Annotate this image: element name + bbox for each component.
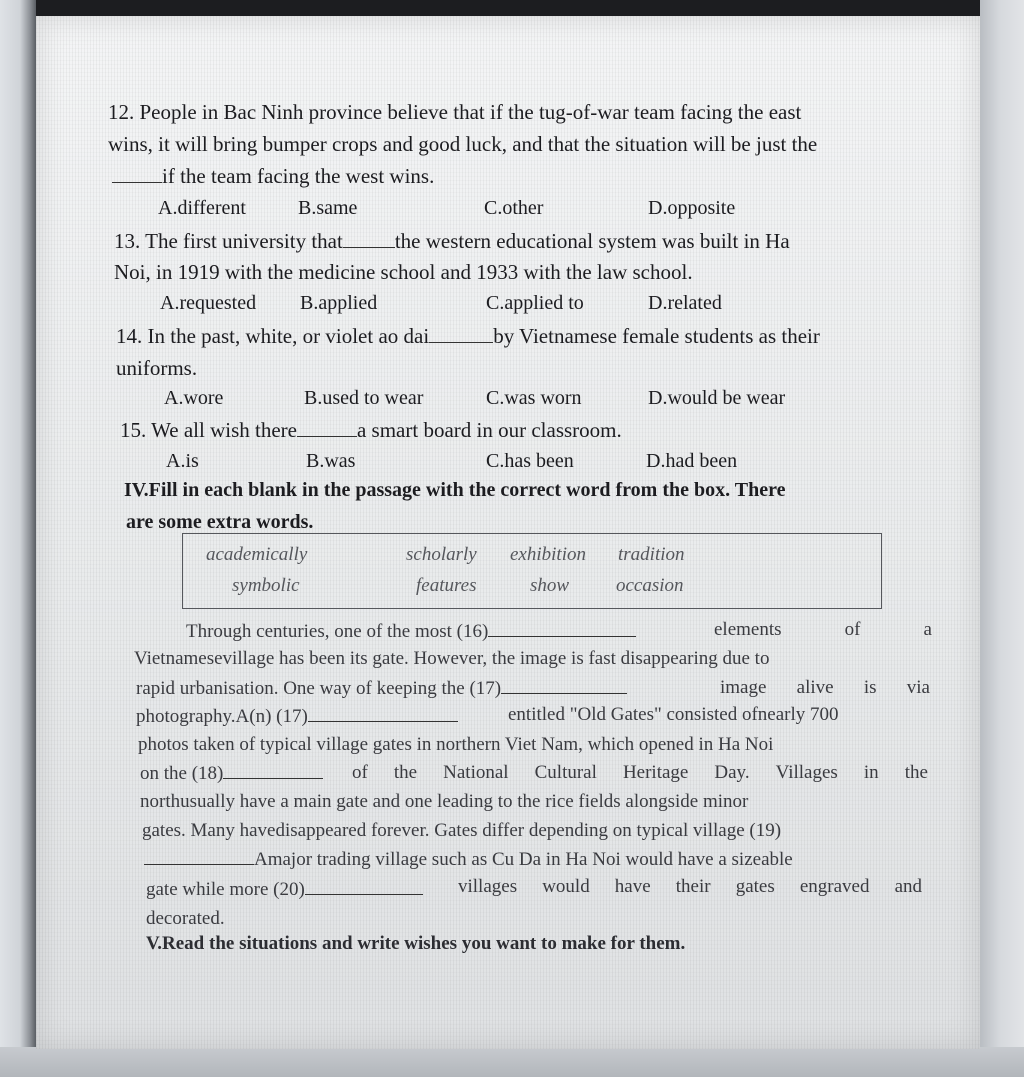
passage-word: the <box>904 762 928 783</box>
q13-line2: Noi, in 1919 with the medicine school and 1933 with the law school. <box>114 260 693 284</box>
q15-option-c[interactable]: C.has been <box>486 450 574 472</box>
passage-word: is <box>863 677 877 698</box>
passage-text: gate while more (20) <box>146 879 305 900</box>
passage-text: photography.A(n) (17) <box>136 706 308 727</box>
passage-line4-b: entitled "Old Gates" consisted ofnearly 700 <box>508 704 839 725</box>
passage-word: via <box>906 677 930 698</box>
q13-option-c[interactable]: C.applied to <box>486 292 584 314</box>
q14-line1-b: by Vietnamese female students as their <box>493 324 820 348</box>
answer-blank[interactable] <box>308 720 458 722</box>
monitor-bezel-bottom <box>0 1047 1024 1077</box>
word-box-item: tradition <box>618 544 685 565</box>
q14-option-a[interactable]: A.wore <box>164 387 224 409</box>
word-box-item: show <box>530 575 570 596</box>
passage-word: villages <box>458 876 518 897</box>
passage-word: Villages <box>775 762 838 783</box>
section-iv-heading-line1: IV.Fill in each blank in the passage with the correct word from the box. There <box>124 479 786 501</box>
q12-line3-text: if the team facing the west wins. <box>162 164 435 188</box>
q14-line2: uniforms. <box>116 356 198 380</box>
passage-word: Cultural <box>534 762 597 783</box>
q13-option-d[interactable]: D.related <box>648 292 722 314</box>
passage-word: image <box>720 677 767 698</box>
answer-blank[interactable] <box>343 246 395 248</box>
passage-line9 <box>144 849 793 871</box>
word-box-item: symbolic <box>232 575 300 596</box>
q12-option-b[interactable]: B.same <box>298 197 358 219</box>
passage-word: the <box>393 762 418 783</box>
answer-blank[interactable] <box>305 893 423 895</box>
q12-option-d[interactable]: D.opposite <box>648 197 736 219</box>
passage-line2: Vietnamesevillage has been its gate. However, the image is fast disappearing due to <box>134 648 770 669</box>
q14-option-c[interactable]: C.was worn <box>486 387 582 409</box>
q13-option-a[interactable]: A.requested <box>160 292 257 314</box>
q13-option-b[interactable]: B.applied <box>300 292 378 314</box>
passage-text: on the (18) <box>140 763 224 784</box>
passage-line7: northusually have a main gate and one leading to the rice fields alongside minor <box>140 791 749 812</box>
passage-word: Day. <box>714 762 750 783</box>
passage-line11: decorated. <box>146 908 225 929</box>
passage-line1-b <box>714 619 932 641</box>
answer-blank[interactable] <box>488 635 636 637</box>
monitor-bezel-left <box>0 0 36 1077</box>
passage-word: in <box>863 762 879 783</box>
passage-line3-a <box>136 678 627 700</box>
q12-line2: wins, it will bring bumper crops and good luck, and that the situation will be just the <box>108 132 818 156</box>
q13-line1-a: 13. The first university that <box>114 229 343 253</box>
word-box-item: academically <box>206 544 308 565</box>
answer-blank[interactable] <box>223 777 323 779</box>
passage-line6-a <box>140 763 323 785</box>
passage-line4-a <box>136 706 458 728</box>
passage-line10-a <box>146 879 423 901</box>
q15-option-b[interactable]: B.was <box>306 450 356 472</box>
passage-word: elements <box>714 619 782 640</box>
passage-word: engraved <box>799 876 870 897</box>
q15-line1 <box>120 418 622 443</box>
answer-blank[interactable] <box>112 181 162 183</box>
passage-word: a <box>923 619 932 640</box>
passage-word: Heritage <box>622 762 689 783</box>
passage-word: have <box>614 876 651 897</box>
answer-blank[interactable] <box>429 341 493 343</box>
passage-word: and <box>894 876 922 897</box>
q12-line1: 12. People in Bac Ninh province believe that if the tug-of-war team facing the east <box>108 100 802 124</box>
passage-word: alive <box>796 677 834 698</box>
q13-line1 <box>114 229 790 254</box>
q14-line1-a: 14. In the past, white, or violet ao dai <box>116 324 430 348</box>
passage-text: Through centuries, one of the most (16) <box>186 621 489 642</box>
passage-line10-b <box>458 876 922 898</box>
passage-line6-b <box>352 762 928 784</box>
q15-option-a[interactable]: A.is <box>166 450 199 472</box>
passage-line3-b <box>720 677 930 699</box>
q12-line3 <box>112 164 434 189</box>
word-box-item: occasion <box>616 575 684 596</box>
passage-line1-a <box>186 621 636 643</box>
passage-line5: photos taken of typical village gates in northern Viet Nam, which opened in Ha Noi <box>138 734 774 755</box>
passage-word: of <box>844 619 861 640</box>
section-iv-heading-line2: are some extra words. <box>126 511 314 533</box>
answer-blank[interactable] <box>144 863 254 865</box>
passage-word: gates <box>735 876 775 897</box>
passage-text: Amajor trading village such as Cu Da in Ha Noi would have a sizeable <box>254 849 793 870</box>
answer-blank[interactable] <box>297 435 357 437</box>
monitor-bezel-right <box>980 0 1024 1077</box>
q12-option-c[interactable]: C.other <box>484 197 544 219</box>
q14-option-b[interactable]: B.used to wear <box>304 387 424 409</box>
passage-word: would <box>542 876 590 897</box>
q15-option-d[interactable]: D.had been <box>646 450 738 472</box>
word-box-item: exhibition <box>510 544 586 565</box>
q13-line1-b: the western educational system was built in Ha <box>394 229 790 253</box>
passage-word: of <box>352 762 368 783</box>
q14-option-d[interactable]: D.would be wear <box>648 387 786 409</box>
passage-word: their <box>675 876 711 897</box>
section-v-heading: V.Read the situations and write wishes you want to make for them. <box>146 933 686 954</box>
q15-line1-b: a smart board in our classroom. <box>356 418 622 442</box>
word-box-item: features <box>416 575 477 596</box>
q12-option-a[interactable]: A.different <box>158 197 246 219</box>
q15-line1-a: 15. We all wish there <box>120 418 297 442</box>
passage-line8: gates. Many havedisappeared forever. Gates differ depending on typical village (19) <box>142 820 782 841</box>
passage-text: rapid urbanisation. One way of keeping the (17) <box>136 678 502 699</box>
answer-blank[interactable] <box>501 692 627 694</box>
word-box-item: scholarly <box>406 544 477 565</box>
q14-line1 <box>116 324 820 349</box>
passage-word: National <box>443 762 509 783</box>
